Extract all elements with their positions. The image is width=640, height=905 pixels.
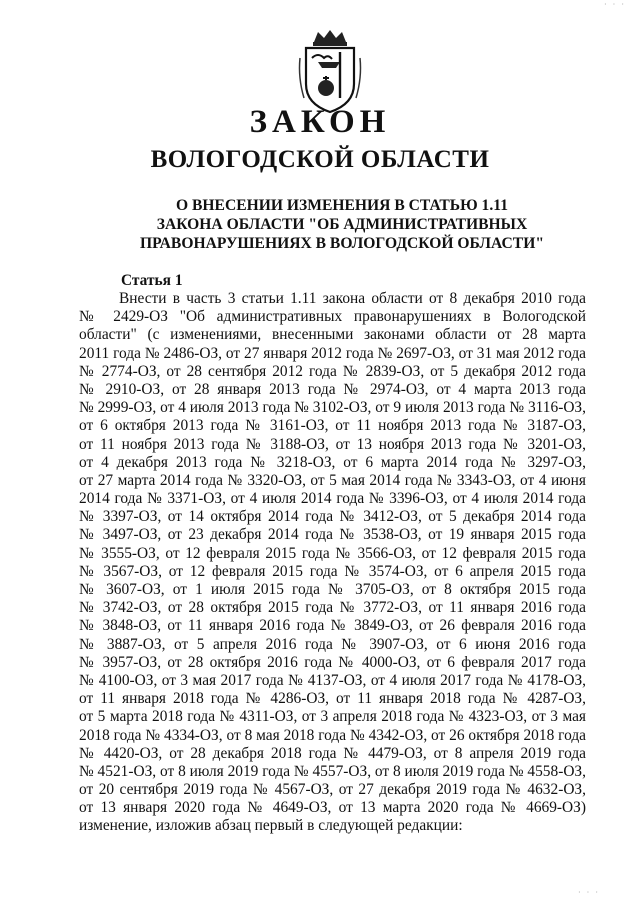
body-line: № 3497-ОЗ, от 23 декабря 2014 года № 3538-ОЗ, от 19 января 2015 года (79, 526, 586, 544)
body-line: 2011 года № 2486-ОЗ, от 27 января 2012 года № 2697-ОЗ, от 31 мая 2012 года (79, 344, 586, 362)
body-line: 2014 года № 3371-ОЗ, от 4 июля 2014 года № 3396-ОЗ, от 4 июля 2014 года (79, 490, 586, 508)
body-line: от 13 января 2020 года № 4649-ОЗ, от 13 марта 2020 года № 4669-ОЗ) (79, 799, 586, 817)
body-line: от 4 декабря 2013 года № 3218-ОЗ, от 6 марта 2014 года № 3297-ОЗ, (79, 453, 586, 471)
document-subtitle: ВОЛОГОДСКОЙ ОБЛАСТИ (150, 146, 490, 173)
body-line: Внести в часть 3 статьи 1.11 закона области от 8 декабря 2010 года (119, 290, 586, 307)
body-line: № 3957-ОЗ, от 28 октября 2016 года № 4000-ОЗ, от 6 февраля 2017 года (79, 653, 586, 671)
body-line: № 2910-ОЗ, от 28 января 2013 года № 2974-ОЗ, от 4 марта 2013 года (79, 380, 586, 398)
body-line: № 3567-ОЗ, от 12 февраля 2015 года № 3574-ОЗ, от 6 апреля 2015 года (79, 562, 586, 580)
body-line: № 4420-ОЗ, от 28 декабря 2018 года № 4479-ОЗ, от 8 апреля 2019 года (79, 744, 586, 762)
coat-of-arms-icon (296, 28, 364, 114)
body-line: изменение, изложив абзац первый в следующей редакции: (79, 817, 463, 835)
document-title: ЗАКОН (249, 104, 391, 140)
body-line: № 3848-ОЗ, от 11 января 2016 года № 3849-ОЗ, от 26 февраля 2016 года (79, 617, 586, 635)
body-line: № 2999-ОЗ, от 4 июля 2013 года № 3102-ОЗ, от 9 июля 2013 года № 3116-ОЗ, (79, 399, 586, 417)
article-body (79, 290, 586, 836)
body-line: № 2774-ОЗ, от 28 сентября 2012 года № 2839-ОЗ, от 5 декабря 2012 года (79, 362, 586, 380)
scan-footer-mark: · · · (578, 888, 600, 897)
law-heading-line: О ВНЕСЕНИИ ИЗМЕНЕНИЯ В СТАТЬЮ 1.11 (175, 197, 508, 214)
body-line: № 3555-ОЗ, от 12 февраля 2015 года № 3566-ОЗ, от 12 февраля 2015 года (79, 544, 586, 562)
law-heading-line: ПРАВОНАРУШЕНИЯХ В ВОЛОГОДСКОЙ ОБЛАСТИ" (140, 235, 544, 252)
body-line: от 5 марта 2018 года № 4311-ОЗ, от 3 апреля 2018 года № 4323-ОЗ, от 3 мая (79, 708, 586, 726)
body-line: от 6 октября 2013 года № 3161-ОЗ, от 11 ноября 2013 года № 3187-ОЗ, (79, 417, 586, 435)
body-line: № 3607-ОЗ, от 1 июля 2015 года № 3705-ОЗ, от 8 октября 2015 года (79, 581, 586, 598)
body-line: № 4521-ОЗ, от 8 июля 2019 года № 4557-ОЗ, от 8 июля 2019 года № 4558-ОЗ, (79, 762, 586, 780)
law-heading-line: ЗАКОНА ОБЛАСТИ "ОБ АДМИНИСТРАТИВНЫХ (156, 216, 528, 233)
body-line: № 4100-ОЗ, от 3 мая 2017 года № 4137-ОЗ, от 4 июля 2017 года № 4178-ОЗ, (79, 671, 586, 689)
body-line: № 2429-ОЗ "Об административных правонарушениях в Вологодской (79, 308, 586, 326)
body-line: от 27 марта 2014 года № 3320-ОЗ, от 5 мая 2014 года № 3343-ОЗ, от 4 июня (79, 471, 586, 489)
body-line: № 3887-ОЗ, от 5 апреля 2016 года № 3907-ОЗ, от 6 июня 2016 года (79, 635, 586, 653)
body-line: № 3397-ОЗ, от 14 октября 2014 года № 3412-ОЗ, от 5 декабря 2014 года (79, 508, 586, 526)
body-line: области" (с изменениями, внесенными законами области от 28 марта (79, 326, 586, 344)
body-line: от 20 сентября 2019 года № 4567-ОЗ, от 27 декабря 2019 года № 4632-ОЗ, (79, 781, 586, 799)
article-title: Статья 1 (121, 272, 183, 289)
scan-corner-mark: · · · (604, 0, 626, 9)
body-line: 2018 года № 4334-ОЗ, от 8 мая 2018 года № 4342-ОЗ, от 26 октября 2018 года (79, 726, 586, 744)
body-line: от 11 ноября 2013 года № 3188-ОЗ, от 13 ноября 2013 года № 3201-ОЗ, (79, 435, 586, 453)
law-heading (110, 196, 574, 253)
body-line: от 11 января 2018 года № 4286-ОЗ, от 11 января 2018 года № 4287-ОЗ, (79, 690, 586, 708)
body-line: № 3742-ОЗ, от 28 октября 2015 года № 3772-ОЗ, от 11 января 2016 года (79, 599, 586, 617)
